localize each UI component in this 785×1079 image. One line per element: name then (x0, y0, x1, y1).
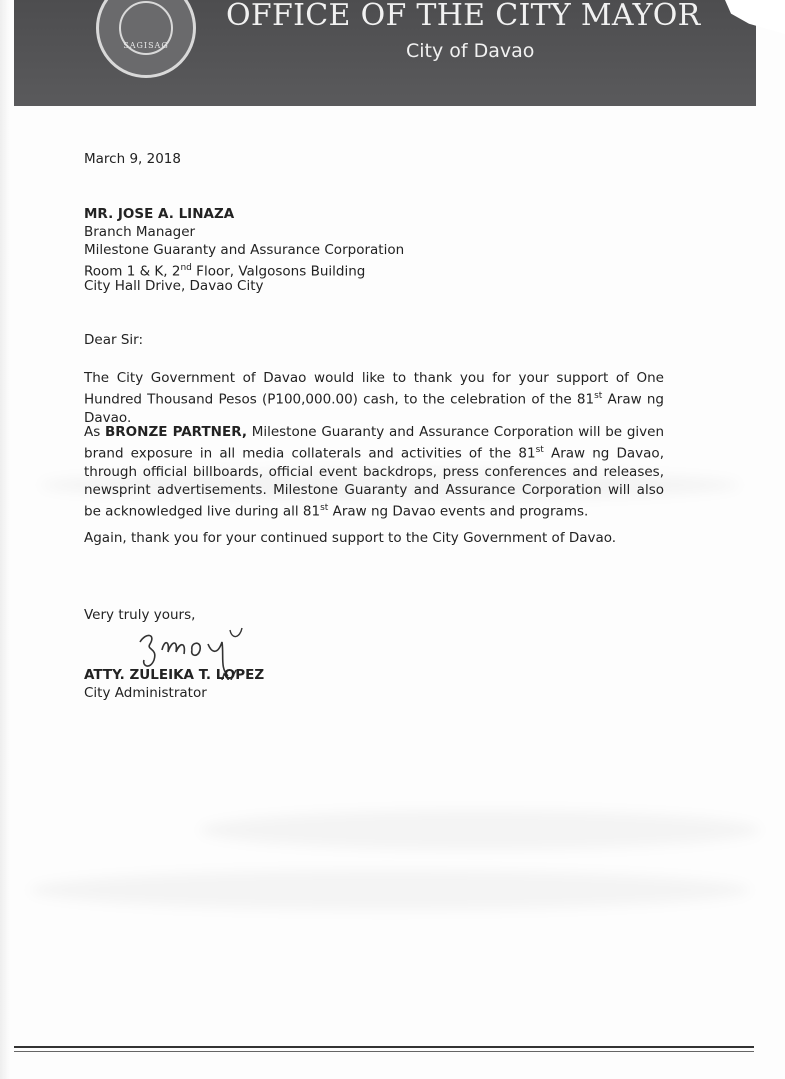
signatory-name: ATTY. ZULEIKA T. LOPEZ (84, 667, 265, 683)
signatory-title: City Administrator (84, 685, 207, 701)
paragraph-thanks: The City Government of Davao would like to thank you for your support of One Hundred Thousand Pesos (P100,000.00) cash, to the celebration of the 81st Araw ng Davao. (84, 370, 664, 426)
letter-date: March 9, 2018 (84, 151, 181, 167)
complimentary-close: Very truly yours, (84, 607, 196, 623)
footer-rule (14, 1051, 754, 1052)
recipient-city: City Hall Drive, Davao City (84, 278, 264, 294)
footer-rule (14, 1046, 754, 1048)
paragraph-closing: Again, thank you for your continued support to the City Government of Davao. (84, 530, 617, 546)
recipient-name: MR. JOSE A. LINAZA (84, 206, 235, 222)
recipient-address: Room 1 & K, 2nd Floor, Valgosons Building (84, 263, 366, 280)
city-seal-icon: SAGISAG (96, 0, 196, 78)
crease-shadow (200, 810, 760, 850)
letterhead-subtitle: City of Davao (406, 40, 535, 62)
crease-shadow (30, 870, 750, 910)
recipient-company: Milestone Guaranty and Assurance Corporation (84, 242, 405, 258)
paragraph-partner: As BRONZE PARTNER, Milestone Guaranty and Assurance Corporation will be given brand exposure in all media collaterals and activities of the 81st Araw ng Davao, through official billboards, official event backdrops, press conferences and releases, newsprint advertisements. Milestone Guaranty and Assurance Corporation will also be acknowledged live during all 81st Araw ng Davao events and programs. (84, 424, 664, 519)
salutation: Dear Sir: (84, 332, 143, 348)
letterhead-band (14, 0, 756, 106)
letterhead-title: OFFICE OF THE CITY MAYOR (226, 0, 701, 33)
recipient-position: Branch Manager (84, 224, 196, 240)
page-edge-shadow (0, 0, 10, 1079)
